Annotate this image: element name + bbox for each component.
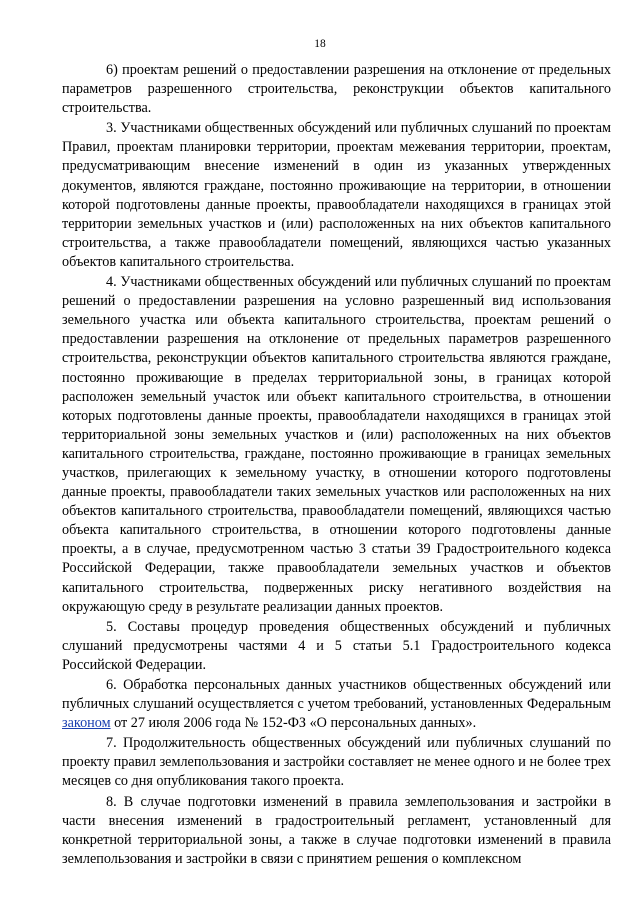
page-number: 18 [314, 38, 326, 50]
paragraph-item-6: 6) проектам решений о предоставлении разрешения на отклонение от предельных параметров разрешенного строительства, реконструкции объектов капитального строительства. [62, 62, 611, 117]
paragraph-clause-6 [62, 676, 611, 733]
paragraph-clause-7: 7. Продолжительность общественных обсуждений или публичных слушаний по проекту правил землепользования и застройки составляет не менее одного и не более трех месяцев со дня опубликования такого проекта. [62, 735, 611, 790]
law-link[interactable]: законом [62, 715, 111, 732]
paragraph-clause-4: 4. Участниками общественных обсуждений или публичных слушаний по проектам решений о предоставлении разрешения на условно разрешенный вид использования земельного участка или объекта капитального строительства, проектам решений о предоставлении разрешения на отклонение от предельных параметров разрешенного строительства, реконструкции объектов капитального строительства являются граждане, постоянно проживающие в пределах территориальной зоны, в границах которой расположен земельный участок или объект капитального строительства, в отношении которых подготовлены данные проекты, правообладатели находящихся в границах этой территориальной зоны земельных участков и (или) расположенных на них объектов капитального строительства, граждане, постоянно проживающие в границах земельных участков, прилегающих к земельному участку, в отношении которого подготовлены данные проекты, правообладатели таких земельных участков или расположенных на них объектов капитального строительства, правообладатели помещений, являющихся частью объекта капитального строительства, в отношении которого подготовлены данные проекты, а в случае, предусмотренном частью 3 статьи 39 Градостроительного кодекса Российской Федерации, также правообладатели земельных участков и объектов капитального строительства, подверженных риску негативного воздействия на окружающую среду в результате реализации данных проектов. [62, 274, 611, 615]
paragraph-clause-8: 8. В случае подготовки изменений в правила землепользования и застройки в части внесения изменений в градостроительный регламент, установленный для конкретной территориальной зоны, а также в случае подготовки изменений в правила землепользования и застройки в связи с принятием решения о комплексном [62, 793, 611, 867]
paragraph-clause-3: 3. Участниками общественных обсуждений или публичных слушаний по проектам Правил, проектам планировки территории, проектам межевания территории, проектам, предусматривающим внесение изменений в один из указанных утвержденных документов, являются граждане, постоянно проживающие на территории, в отношении которой подготовлены данные проекты, правообладатели находящихся в границах этой территории земельных участков и (или) расположенных на них объектов капитального строительства, а также правообладатели помещений, являющихся частью указанных объектов капитального строительства. [62, 120, 611, 270]
paragraph-clause-6-text-before: 6. Обработка персональных данных участников общественных обсуждений или публичных слушаний осуществляется с учетом требований, установленных Федеральным [62, 677, 611, 713]
paragraph-clause-6-text-after: от 27 июля 2006 года № 152-ФЗ «О персональных данных». [110, 715, 477, 732]
paragraph-clause-5: 5. Составы процедур проведения общественных обсуждений и публичных слушаний предусмотрены частями 4 и 5 статьи 5.1 Градостроительного кодекса Российской Федерации. [62, 618, 611, 673]
document-body [62, 61, 611, 869]
